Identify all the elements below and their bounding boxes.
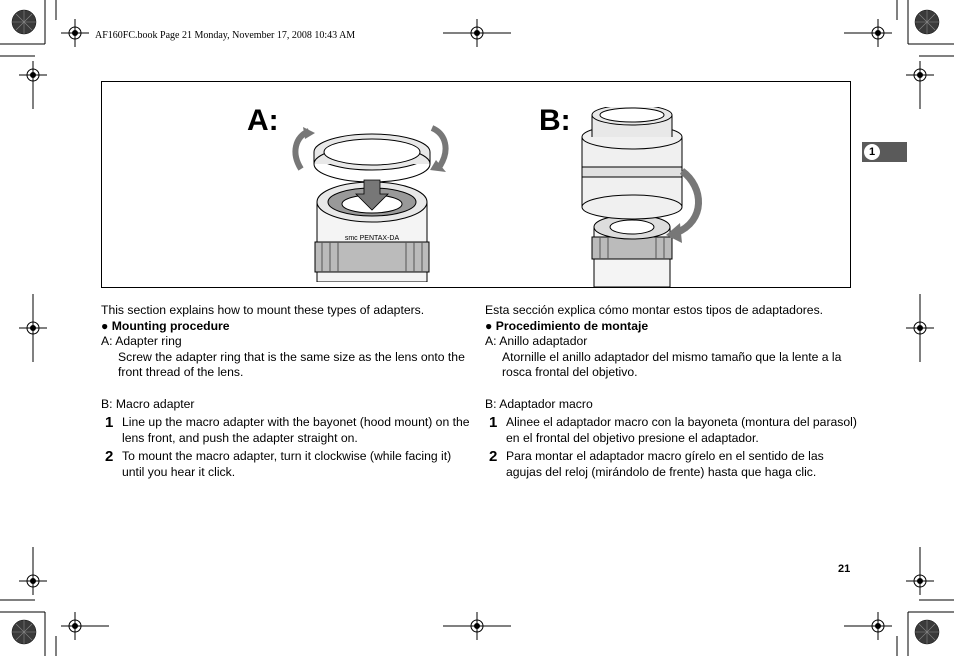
- heading-text: Mounting procedure: [111, 318, 230, 333]
- figure-label-a: A:: [247, 104, 279, 137]
- bullet-icon: ●: [101, 318, 109, 333]
- adapter-b-title: B: Macro adapter: [101, 396, 195, 411]
- step-text: Alinee el adaptador macro con la bayoneta (montura del parasol) en el frontal del objetivo presione el adaptador.: [506, 415, 857, 445]
- step-2: [101, 449, 471, 480]
- spanish-column: [485, 303, 857, 480]
- heading-text: Procedimiento de montaje: [495, 318, 649, 333]
- intro-text: This section explains how to mount these types of adapters.: [101, 303, 425, 317]
- adapter-a-text: Screw the adapter ring that is the same size as the lens onto the front thread of the lens.: [118, 349, 465, 379]
- step-number: 1: [489, 414, 498, 431]
- step-2: [485, 449, 857, 480]
- step-number: 2: [489, 448, 498, 465]
- step-1: [485, 415, 857, 446]
- adapter-b-title: B: Adaptador macro: [485, 396, 593, 411]
- step-text: Para montar el adaptador macro gírelo en el sentido de las agujas del reloj (mirándolo de frente) hasta que haga clic.: [506, 449, 824, 479]
- adapter-a-title: A: Adapter ring: [101, 334, 182, 348]
- step-1: [101, 415, 471, 446]
- chapter-number: 1: [864, 144, 880, 160]
- bullet-icon: ●: [485, 318, 493, 333]
- adapter-a-title: A: Anillo adaptador: [485, 334, 588, 348]
- step-text: To mount the macro adapter, turn it clockwise (while facing it) until you hear it click.: [122, 449, 452, 479]
- figure-label-b: B:: [539, 104, 571, 137]
- rotate-right-arrow-icon: [424, 124, 454, 174]
- english-column: [101, 303, 471, 480]
- step-number: 1: [105, 414, 114, 431]
- intro-text: Esta sección explica cómo montar estos tipos de adaptadores.: [485, 303, 824, 317]
- lens-brand-text: smc PENTAX-DA: [344, 235, 400, 242]
- print-slug: AF160FC.book Page 21 Monday, November 17, 2008 10:43 AM: [95, 30, 356, 41]
- section-heading: [101, 319, 471, 335]
- adapter-a-text: Atornille el anillo adaptador del mismo tamaño que la lente a la rosca frontal del objetivo.: [502, 349, 842, 379]
- rotate-left-arrow-icon: [287, 127, 317, 177]
- step-number: 2: [105, 448, 114, 465]
- illustration-box: [101, 81, 851, 288]
- section-heading: [485, 319, 857, 335]
- step-text: Line up the macro adapter with the bayonet (hood mount) on the lens front, and push the adapter straight on.: [122, 415, 470, 445]
- chapter-tab: [862, 142, 907, 162]
- page-number: 21: [838, 563, 851, 575]
- rotate-clockwise-arrow-icon: [664, 167, 709, 247]
